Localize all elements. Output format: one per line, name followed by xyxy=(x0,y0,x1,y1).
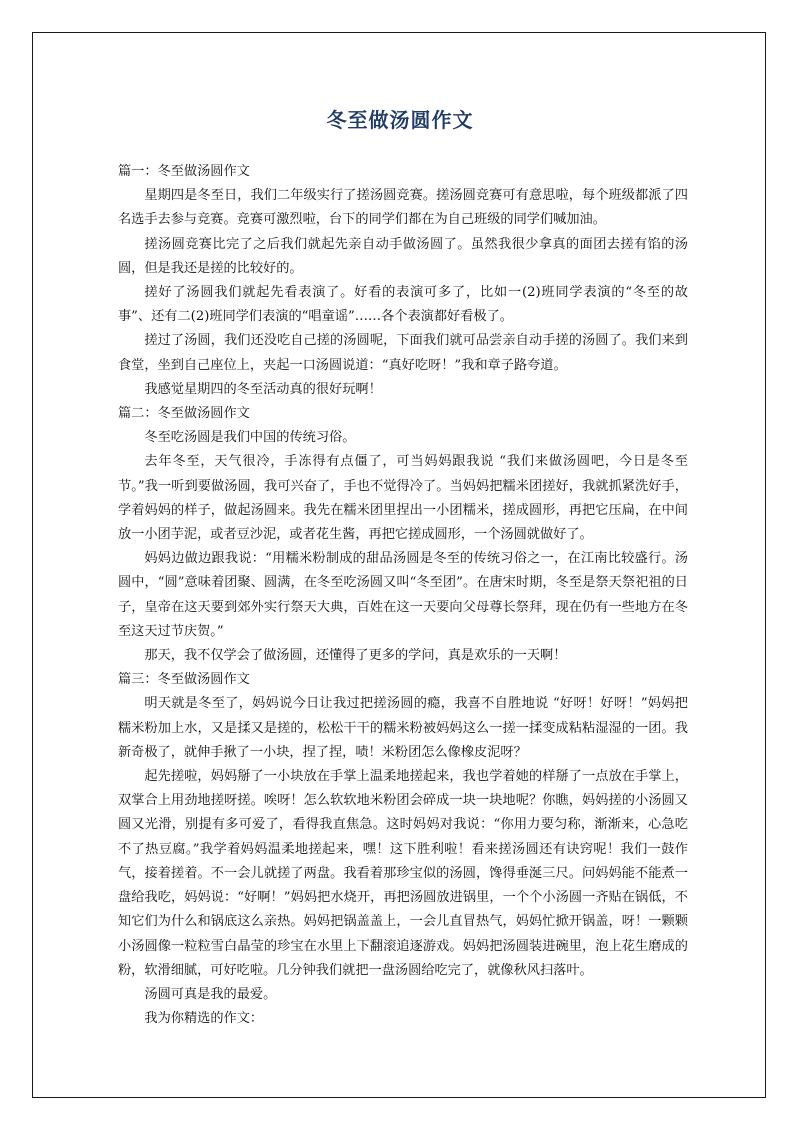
paragraph: 搓汤圆竞赛比完了之后我们就起先亲自动手做汤圆了。虽然我很少拿真的面团去搓有馅的汤圆，但是我还是搓的比较好的。 xyxy=(118,236,688,276)
section-heading-2: 篇二：冬至做汤圆作文 xyxy=(118,406,250,422)
paragraph: 那天，我不仅学会了做汤圆，还懂得了更多的学问，真是欢乐的一天啊！ xyxy=(144,648,567,664)
paragraph: 搓好了汤圆我们就起先看表演了。好看的表演可多了，比如一(2)班同学表演的“冬至的故事”、还有二(2)班同学们表演的“唱童谣”……各个表演都好看极了。 xyxy=(118,285,688,325)
paragraph: 我为你精选的作文： xyxy=(144,1011,264,1027)
paragraph: 起先搓啦，妈妈掰了一小块放在手掌上温柔地搓起来，我也学着她的样掰了一点放在手掌上，双掌合上用劲地搓呀搓。唉呀！怎么软软地米粉团会碎成一块一块地呢？你瞧，妈妈搓的小汤圆又圆又光滑，别提有多可爱了，看得我直焦急。这时妈妈对我说：“你用力要匀称，渐渐来，心急吃不了热豆腐。”我学着妈妈温柔地搓起来，嘿！这下胜利啦！看来搓汤圆还有诀窍呢！我们一鼓作气，接着搓着。不一会儿就搓了两盘。我看着那珍宝似的汤圆，馋得垂涎三尺。问妈妈能不能煮一盘给我吃，妈妈说：“好啊！”妈妈把水烧开，再把汤圆放进锅里，一个个小汤圆一齐贴在锅低，不知它们为什么和锅底这么亲热。妈妈把锅盖盖上，一会儿直冒热气，妈妈忙掀开锅盖，呀！一颗颗小汤圆像一粒粒雪白晶莹的珍宝在水里上下翻滚追逐游戏。妈妈把汤圆装进碗里，泡上花生磨成的粉，软滑细腻，可好吃啦。几分钟我们就把一盘汤圆给吃完了，就像秋风扫落叶。 xyxy=(118,769,688,978)
paragraph: 妈妈边做边跟我说：“用糯米粉制成的甜品汤圆是冬至的传统习俗之一，在江南比较盛行。汤圆中，“圆”意味着团聚、圆满，在冬至吃汤圆又叫“冬至团”。在唐宋时期，冬至是祭天祭祀祖的日子，皇帝在这天要到郊外实行祭天大典，百姓在这一天要向父母尊长祭拜，现在仍有一些地方在冬至这天过节庆贺。” xyxy=(118,551,688,639)
section-heading-1: 篇一：冬至做汤圆作文 xyxy=(118,164,250,179)
paragraph: 明天就是冬至了，妈妈说今日让我过把搓汤圆的瘾，我喜不自胜地说 “好呀！好呀！”妈妈把糯米粉加上水，又是揉又是搓的，松松干干的糯米粉被妈妈这么一搓一揉变成粘粘湿湿的一团。我新奇极了，就伸手揪了一小块，捏了捏，啧！米粉团怎么像橡皮泥呀？ xyxy=(118,696,688,760)
paragraph: 我感觉星期四的冬至活动真的很好玩啊！ xyxy=(144,381,382,397)
paragraph: 冬至吃汤圆是我们中国的传统习俗。 xyxy=(144,430,356,446)
document-body xyxy=(118,160,688,1031)
paragraph: 去年冬至，天气很冷，手冻得有点僵了，可当妈妈跟我说 “我们来做汤圆吧，今日是冬至节。”我一听到要做汤圆，我可兴奋了，手也不觉得冷了。当妈妈把糯米团搓好，我就抓紧洗好手，学着妈妈的样子，做起汤圆来。我先在糯米团里捏出一小团糯米，搓成圆形，再把它压扁，在中间放一小团芋泥，或者豆沙泥，或者花生酱，再把它搓成圆形，一个汤圆就做好了。 xyxy=(118,454,688,543)
paragraph: 搓过了汤圆，我们还没吃自己搓的汤圆呢，下面我们就可品尝亲自动手搓的汤圆了。我们来到食堂，坐到自己座位上，夹起一口汤圆说道：“真好吃呀！”我和章子路夸道。 xyxy=(118,333,688,373)
section-heading-3: 篇三：冬至做汤圆作文 xyxy=(118,672,250,688)
paragraph: 汤圆可真是我的最爱。 xyxy=(144,986,277,1002)
document-title: 冬至做汤圆作文 xyxy=(326,108,474,132)
paragraph: 星期四是冬至日，我们二年级实行了搓汤圆竞赛。搓汤圆竞赛可有意思啦，每个班级都派了四名选手去参与竞赛。竞赛可激烈啦，台下的同学们都在为自己班级的同学们喊加油。 xyxy=(118,188,688,228)
